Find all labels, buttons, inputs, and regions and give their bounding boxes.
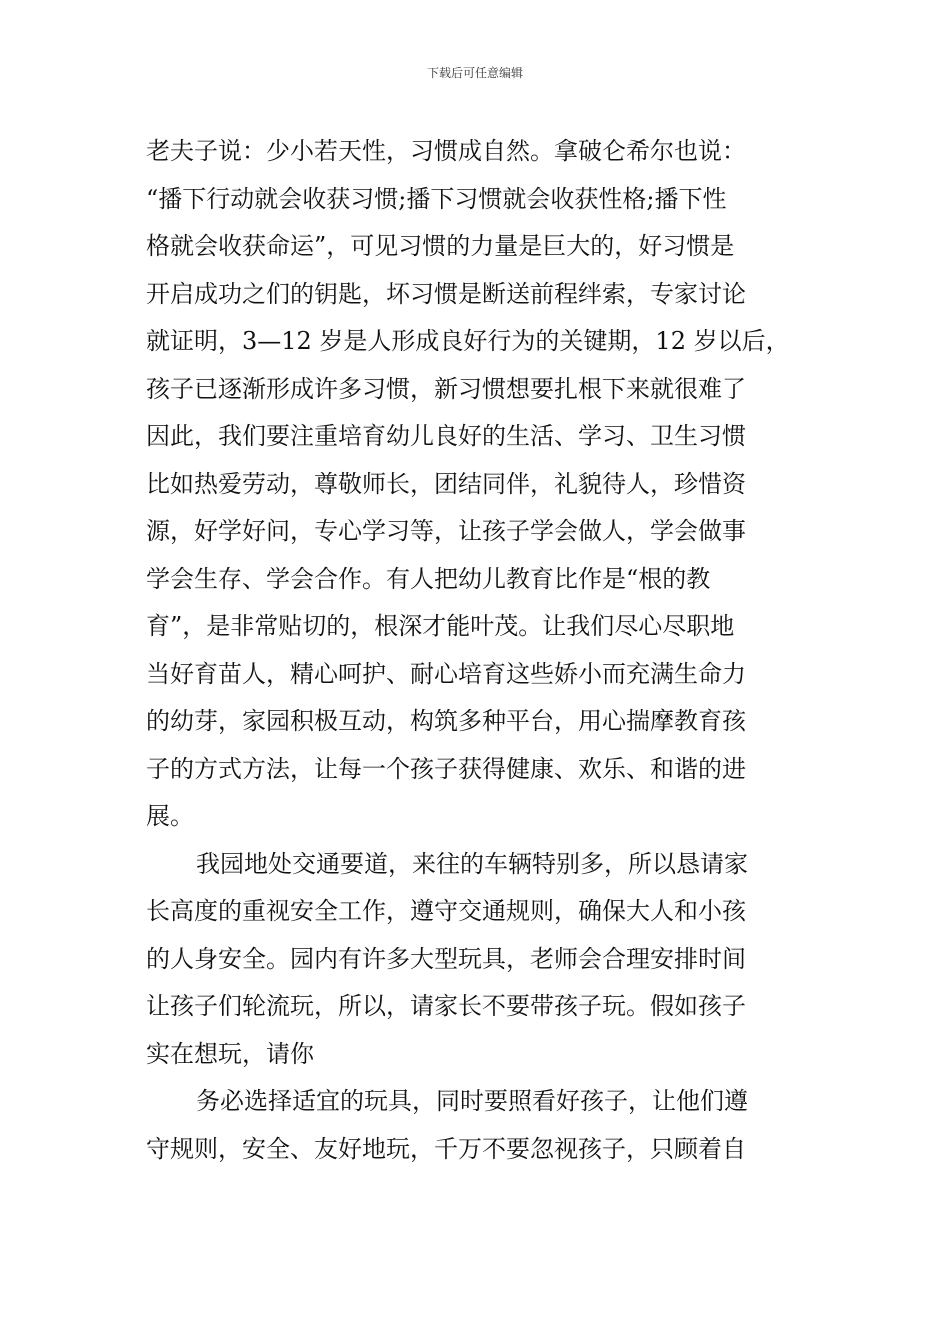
text-line: 源，好学好问，专心学习等，让孩子学会做人，学会做事 <box>146 517 746 545</box>
text-line: 老夫子说：少小若天性，习惯成自然。拿破仑希尔也说： <box>146 137 746 165</box>
text-line: 展。 <box>146 802 194 830</box>
document-body <box>146 128 810 1173</box>
text-line: 子的方式方法，让每一个孩子获得健康、欢乐、和谐的进 <box>146 754 746 783</box>
text-line: “播下行动就会收获习惯;播下习惯就会收获性格;播下性 <box>146 184 727 213</box>
text-line: 学会生存、学会合作。有人把幼儿教育比作是“根的教 <box>146 564 711 593</box>
text-line: 的人身安全。园内有许多大型玩具，老师会合理安排时间 <box>146 944 746 973</box>
text-line: 的幼芽，家园积极互动，构筑多种平台，用心揣摩教育孩 <box>146 707 746 735</box>
text-line: 实在想玩，请你 <box>146 1039 314 1068</box>
text-line: 开启成功之们的钥匙，坏习惯是断送前程绊索，专家讨论 <box>146 279 746 308</box>
text-line: 让孩子们轮流玩，所以，请家长不要带孩子玩。假如孩子 <box>146 992 746 1020</box>
text-line: 孩子已逐渐形成许多习惯，新习惯想要扎根下来就很难了 <box>146 374 746 403</box>
text-line: 比如热爱劳动，尊敬师长，团结同伴，礼貌待人，珍惜资 <box>146 469 746 498</box>
text-line: 育”，是非常贴切的，根深才能叶茂。让我们尽心尽职地 <box>146 612 735 640</box>
paragraph-first-line: 务必选择适宜的玩具，同时要照看好孩子，让他们遵 <box>196 1087 748 1115</box>
text-line: 长高度的重视安全工作，遵守交通规则，确保大人和小孩 <box>146 897 746 925</box>
text-line: 当好育苗人，精心呵护、耐心培育这些娇小而充满生命力 <box>146 659 746 688</box>
text-line: 就证明，3—12 岁是人形成良好行为的关键期，12 岁以后， <box>146 327 790 355</box>
text-line: 因此，我们要注重培育幼儿良好的生活、学习、卫生习惯 <box>146 422 746 450</box>
text-line: 格就会收获命运”，可见习惯的力量是巨大的，好习惯是 <box>146 232 735 260</box>
page-header: 下载后可任意编辑 <box>426 66 523 80</box>
paragraph-first-line: 我园地处交通要道，来往的车辆特别多，所以恳请家 <box>196 849 748 878</box>
text-line: 守规则，安全、友好地玩，千万不要忽视孩子，只顾着自 <box>146 1134 746 1163</box>
